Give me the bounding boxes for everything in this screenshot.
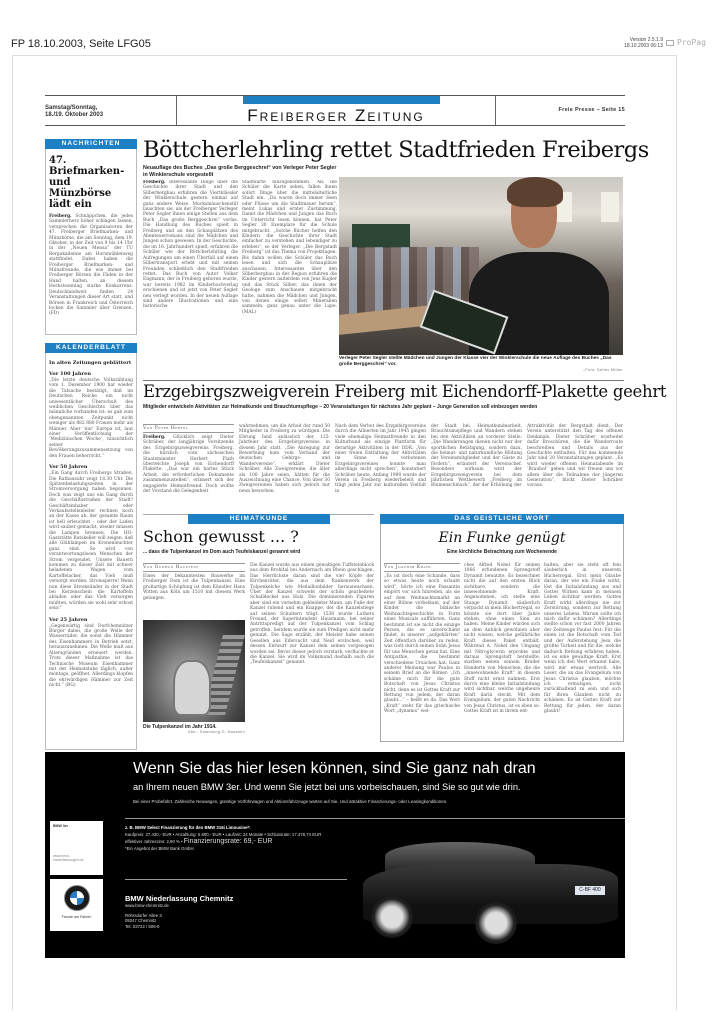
byline: Von Gudrun Haustein <box>143 563 245 572</box>
heimatkunde-column-1: Von Gudrun Haustein Eines der bekanntesten Bauwerke im Freiberger Dom ist die Tulpenkanzel. Eine großartige Schöpfung ist dem Künstler Hans Witten aus Köln um 1510 mit diesem Werk gelungen. <box>143 565 245 601</box>
ad-subline: an Ihrem neuen BMW 3er. Und wenn Sie jetzt bei uns vorbeischauen, sind Sie so gut wie drin. <box>133 782 521 792</box>
newspaper-title: Freiberger Zeitung <box>247 106 425 125</box>
ad-divider <box>125 879 347 880</box>
byline: Von Peter Hertel <box>143 424 234 433</box>
calendar-entry-text: „Die letzte deutsche Volkszählung vom 1. Dezember 1900 hat wieder die Tatsache bestätigt, daß im Deutschen Reiche ein nicht unwesentlicher Überschuß des weiblichen Geschlechts über das männliche vorhanden ist: es gab zum obengenannten Zeitpunkt nicht weniger als 882 880 Frauen mehr als Männer. Aber ‘nur’ Europa ist, laut einer Veröffentlichung der ‘Medizinischen Woche’, hinsichtlich seiner Bevölkerungszusammensetzung von den Frauen beherrscht.“ <box>49 378 133 459</box>
section-tag-kalenderblatt: KALENDERBLATT <box>45 343 137 353</box>
heimatkunde-column-2: Die Kanzel wurde aus einem gewaltigen Tuffsteinblock aus dem Brohltal bei Andernach am Rhein geschlagen. Das Herrlichste daran sind die vier Köpfe der Kirchenväter, die aus dem Rankenwerk der Tulpenkelche wie Medaillonbilder herauswachsen. Über der Kanzel schwebt der schön gearbeitete Schalldeckel aus Holz. Die dominierenden Figuren aber sind ein vornehm gekleideter Mann, am Fuße der Kanzel ruhend und ein Knappe, der die Kanzelstiege auf seinen Schultern trägt. 1538 wurde Luthers Freund, der Superintendent Hausmann, bei seiner Antrittspredigt auf der Tulpenkanzel vom Schlag getroffen. Seitdem wurde sie zum Predigen nicht mehr genutzt. Die Sage erzählt, der Meister habe seinen Gesellen aus Eifersucht und Neid erstochen, weil dessen Entwurf zur Kanzel dem seinen vorgezogen worden sei. Bevor dieser jedoch verstarb, verfluchte er die Kanzel. Sie wird im Volksmund deshalb auch die „Teufelskanzel“ genannt. <box>250 563 374 666</box>
lead-photo <box>339 177 623 355</box>
section-tag-heimatkunde: HEIMATKUNDE <box>188 514 330 524</box>
ad-model-box: BMW 3er www.bmw-niederlassungen.de <box>50 821 103 875</box>
version-timestamp: 18.10.2003 06:13 <box>624 43 663 49</box>
issue-date: Samstag/Sonntag, 18./19. Oktober 2003 <box>45 105 104 118</box>
second-column-2: wahrnehmen, um die Arbeit der rund 50 Mitglieder in Freiberg zu würdigen. Die Ehrung fand anlässlich der 125-Jahrfeier des Erzgebirgsvereins in diesem Jahr statt. „Die Anregung zur Bewerbung kam vom Verband der deutschen Gebirgs- und Wandervereine“, erklärt Dieter Schräber. Alle Zweigvereine, die älter als 100 Jahre seien, hätten für die Auszeichnung eine Chance. Von über 30 Zweigvereinen haben sich jedoch nur neun beworben. <box>239 424 330 494</box>
calendar-box <box>45 353 137 750</box>
ad-logo-box <box>50 879 103 931</box>
finance-rate: Finanzierungsrate: 69,- EUR <box>183 838 273 845</box>
second-headline: Erzgebirgszweigverein Freiberg mit Eichendorff-Plakette geehrt <box>143 382 667 401</box>
ad-headline: Wenn Sie das hier lesen können, sind Sie ganz nah dran <box>133 760 536 777</box>
ad-financing: z. B. BMW Select Finanzierung für den BMW 316i Limousine*: Kaufpreis: 27.430,- EUR • Anzahlung: 6.800,- EUR • Laufzeit: 24 Monate • Schlussrate: 17.478,74 EUR effektiver Jahreszins: 2,90 % • Finanzierungsrate: 69,- EUR *Ein Angebot der BMW Bank GmbH. <box>125 825 322 851</box>
tulpenkanzel-photo <box>143 620 245 722</box>
dealer-contact: BMW Niederlassung Chemnitz www.bmw-chemnitz.de Röhrsdorfer Allee 3 09247 Chemnitz Tel. 03722 / 506-0 <box>125 894 234 929</box>
propag-icon <box>666 40 674 46</box>
calendar-entry-head: Vor 50 Jahren <box>49 464 88 471</box>
byline: Von Joachim Krahl <box>384 563 460 572</box>
page-label: Freie Presse – Seite 15 <box>558 107 625 113</box>
second-deck: Mitglieder entwickeln Aktivitäten zur Heimatkunde und Brauchtumspflege – 20 Veranstaltungen für nächstes Jahr geplant – Junge Generation soll einbezogen werden <box>143 404 538 410</box>
dealer-name: BMW Niederlassung Chemnitz <box>125 894 234 903</box>
calendar-entry-text: „Ein Gang durch Freibergs Straßen. Die Rathausuhr zeigt 18.30 Uhr. Die Spitzenbelastungszeiten in der Stromversorgung haben begonnen. Doch was zeigt uns ein Gang durch die Geschäftsstraßen der Stadt? Geschäftsinhaber oder Verkaufsstellenleiter rechnen noch an der Kasse ab, der gesamte Raum ist hell erleuchtet – oder der Laden wird sauber gemacht, wieder müssen die Lampen brennen. Die HO-Gaststätte Ratskeller will zeigen, daß alle Glühlampen im Kronenleuchter ganz sind. So wird von verantwortungslosen Menschen der Strom vergeudet. Unsere Bauern kommen zu dieser Zeit mit schwer beladenen Wagen vom Kartoffelacker, das Vieh muß versorgt werden. Stromsperre! Wenn nun diese Stromsünder in der Stadt bei Kerzenschein die Kartoffeln abladen oder das Vieh versorgen müßten, würden sie wohl sehr erbost sein!“ <box>49 471 133 612</box>
print-slug: FP 18.10.2003, Seite LFG05 <box>11 38 151 50</box>
second-column-4: der Stadt bei. Heimatkundearbeit, Brauchtumspflege und Wandern stehen bei den Aktivitäten an vorderer Stelle. „Die Wanderungen dienen nicht nur der sportlichen Betätigung, sondern dazu, die heimat- und naturkundliche Bildung der Vereinsmitglieder und der Gäste zu fördern“, erläutert der Vereinschef. Besonders wirksam wird der Erzgebirgszweigverein bei dem jährlichen Wettbewerb „Freiberg im Blumenschmuck“, der der Erhöhung der <box>431 424 522 489</box>
heimatkunde-deck: ... dass die Tulpenkanzel im Dom auch Teufelskanzel genannt wird <box>143 549 301 555</box>
geistliche-column-3: halten, aber sie steht oft fein säuberlich in unserem Bücherregal. Erst mein Glaube daran, der wie ein Funke wirkt, löst die Initialzündung aus und Gottes Wirken kann in meinem Leben sichtbar werden. Gottes Kraft wirkt allerdings nie zur Zerstörung, sondern zur Rettung unseres Lebens. Warum sollte ich mich dafür schämen? Allerdings stellte schon vor fast 2000 Jahren der Zeitzeuge Paulus fest: Für die einen ist die Botschaft vom Tod und der Auferstehung Jesu die größte Torheit und für die, welche dadurch Rettung erfahren haben, ist es eine gewaltige Kraft. Erst wenn ich den Wert erkannt habe, wird mir etwas wertvoll. Alle Leser, die an das Evangelium von Jesus Christus glauben, möchte ich ermutigen, nicht zurückhaltend zu sein und sich für ihren Glauben nicht zu schämen. Es ist Gottes Kraft zur Rettung für jeden, der daran glaubt! <box>544 563 621 714</box>
calendar-subtitle: In alten Zeitungen geblättert <box>49 360 132 366</box>
license-plate: C-BF 400 <box>575 886 605 895</box>
news-headline: 47. Briefmarken- und Münzbörse lädt ein <box>49 155 125 210</box>
geistliche-wort-headline: Ein Funke genügt <box>438 530 566 546</box>
bmw-logo-icon <box>64 885 90 911</box>
lead-column-2: Stadtkarte hinzugekommen. Als die Schüler die Karte sehen, fallen ihnen sofort Dinge über die mittelalterliche Stadt ein. „Da waren doch immer Seen oder Flüsse um die Stadtmauer herum“, meint Lukas und erntet Zustimmung. Damit die Mädchen und Jungen das Buch im Unterricht lesen können, hat Peter Segler 30 Exemplare für die Schule mitgebracht. „Solche Bücher helfen den Kindern, die Geschichte ihrer Stadt einfacher zu verstehen und lebendiger zu erleben“, so der Verleger. „Die Bergstadt Freiberg“ ist das Thema von Projekttagen. Bis dahin wollen die Schüler das Buch lesen und sich die Schauplätze anschauen. Interessantes über den Silberbergbau in der Region erfuhren die Kinder gestern außerdem von Jens Kugler und das Stück Silber, das ihnen der Geologe zum Anschauen mitgebracht hatte, nahmen die Mädchen und Jungen, von denen einige selbst Mineralien sammeln, ganz genau unter die Lupe. (MAL) <box>242 180 337 315</box>
section-tag-geistliche-wort: DAS GEISTLICHE WORT <box>380 514 624 524</box>
ad-tagline: Freude am Fahren <box>61 915 92 919</box>
dealer-url[interactable]: www.bmw-chemnitz.de <box>125 903 169 908</box>
geistliche-column-2: ches Alfred Nobel für seinen 1866 erfundenen Sprengstoff Dynamit benutzte. Es bezeichnet nicht die auf den ersten Blick sichtbare, sondern die innewohnende Kraft. Angenommen, ich stelle eine Stange Dynamit säuberlich verpackt in mein Büchertregal, so könnte sie dort über Jahre stehen, ohne einen Sinn zu haben. Meine Kinder würden sich an dem Anblick gewöhnen aber nicht wissen, welche gefährliche Kraft dieses Paket enthält. Während A. Nobel den Umgang mit Nitroglycerin erprobte und daraus Sprengstoff herstellte, starben neben seinem Bruder Hunderte von Menschen, die die „innewohnende Kraft“ in diesem Stoff nicht ernst nahmen. Erst durch eine kleine Initialzündung wird sichtbar, welche ungeheure Kraft darin steckt. Mit dem Evangelium, der guten Nachricht von Jesus Christus, ist es eben so. Gottes Kraft ist in ihrem ent- <box>464 563 540 714</box>
photo-credit: Abb.: Sammlung G. Haustein <box>188 730 245 734</box>
section-tag-nachrichten: NACHRICHTEN <box>45 139 137 149</box>
dealer-phone: Tel. 03722 / 506-0 <box>125 923 160 929</box>
propag-logo: ProPag <box>666 38 706 47</box>
lead-headline: Böttcherlehrling rettet Stadtfrieden Freibergs <box>143 137 649 163</box>
sidebar <box>45 139 137 740</box>
lead-photo-caption: Verleger Peter Segler stellte Mädchen und Jungen der Klasse vier der Winklerschule die neue Auflage des Buches „Das große Berggeschrei“ vor. –Foto: Detlev Müller <box>339 356 623 372</box>
news-box <box>45 149 137 335</box>
photo-credit: –Foto: Detlev Müller <box>583 367 623 372</box>
lead-deck: Neuauflage des Buches „Das große Berggeschrei“ von Verleger Peter Segler in Winklerschule vorgestellt <box>143 165 337 178</box>
masthead-divider <box>495 96 496 125</box>
calendar-entry-head: Vor 25 Jahren <box>49 616 88 623</box>
geistliche-column-1: Von Joachim Krahl „Es ist doch eine Schande, dass so etwas heute noch erlaubt wird“, hörte ich eine Passantin empört vor sich hinreden, als sie auf dem Weihnachtsmarkt an einer Bühne vorbeikam, auf der Kinder die biblische Weihnachtsgeschichte in Form eines Musicals aufführten. Ganz bestimmt ist sie nicht die einzige Person, die es unverschämt findet, in unserer „aufgeklärten“ Zeit öffentlich darüber zu reden, was Gott durch seinen Sohn Jesus für uns Menschen getan hat. Eine Antipathie, die bestimmt verschiedene Ursachen hat. Ganz anderer Meinung war Paulus in seinem Brief an die Römer: „Ich schäme mich für die gute Botschaft von Jesus Christus nicht, denn es ist Gottes Kraft zur Rettung von jedem, der daran glaubt...“ – heißt es da. Das Wort „Kraft“ steht für das griechische Wort „dynamis“ wel- <box>384 565 460 715</box>
calendar-entry-text: „Gegenwärtig sind Dorfchemnitzer Bürger dabei, die große Welle der Wasserräder, die sonst die Hämmer des Eisenhammers in Betrieb setzt, herauszunehmen. Die Welle muß aus Altersgründen erneuert werden. Trotz dieser Maßnahme ist das Technische Museum Eisenhammer mit der Heimatstube täglich, außer montags, geöffnet. Allerdings klopfen die ehrwürdigen Hämmer zur Zeit nicht.“ (BG) <box>49 623 133 689</box>
calendar-entry-head: Vor 100 Jahren <box>49 371 91 377</box>
tulpenkanzel-caption: Die Tulpenkanzel im Jahr 1914. Abb.: Sammlung G. Haustein <box>143 724 245 734</box>
lead-column-1: Freiberg. Interessante Dinge über die Geschichte ihrer Stadt und den Silberbergbau erfuhren die Viertklässler der Winklerschule gestern einmal auf ganz andere Weise. Mucksmäuschenstill lauschten sie, als der Freiberger Verleger Peter Segler ihnen einige Stellen aus dem Buch „Das große Berggeschrei“ vorlas. Die Handlung des Buches spielt in Freiberg und an den Schauplätzen des Abenteuerromans sind die Mädchen und Jungen schon gewesen. In der Geschichte, die im 16. Jahrhundert spielt, erfahren die Schüler wie der Böttcherlehrling die Aufregungen um einen Überfall auf einen Silbertransport erlebt und mit seinen Freunden schließlich den Stadtfrieden rettet. Das Buch von Autor Volker Engmann, der in Freiberg geboren wurde, war bereits 1982 im Kinderbuchverlag erschienen und ist jetzt von Peter Segler neu verlegt worden. In der neuen Auflage sind andere Illustrationen und eine historische <box>143 180 238 310</box>
version-info <box>608 37 663 49</box>
second-column-1: Von Peter Hertel Freiberg. Glücklich zeigt Dieter Schräber, der langjährige Vorsitzende des Erzgebirgszweigvereins Freiberg, die kürzlich vom sächsischen Staatsminister Herbert Flath überreichte Joseph von Eichendorff Plakette. „Das war ein hartes Stück Arbeit, die erforderlichen Dokumente zusammenzustellen“, erinnert sich der engagierte Heimatfreund. Doch wollte der Vorstand die Gelegenheit <box>143 426 234 495</box>
version-label: Version 2.5.1.9 <box>629 37 663 43</box>
second-column-3: Nach dem Verbot des Erzgebirgsvereins durch die Alliierten im Jahr 1945 gingen viele ehemalige Heimatfreunde in den Kulturbund als einzige Plattform für derartige Aktivitäten in der DDR. „Von einer freien Entfaltung der Aktivitäten im Sinne des verbotenen Erzgebirgsvereines konnte man allerdings nicht sprechen“, konstatiert Schräber heute. Anfang 1990 wurde der Verein in Freiberg wiederbelebt und trägt jeden Jahr zur kulturellen Vielfalt in <box>335 424 426 494</box>
geistliche-wort-deck: Eine kirchliche Betrachtung zum Wochenende <box>447 549 557 555</box>
ad-divider <box>125 818 625 819</box>
section-rule <box>143 380 624 381</box>
ad-small-line: Bei einer Probefahrt. Zahlreiche Neuwagen, günstige Vorführwagen und Aktionsfahrzeuge warten auf Sie. Und attraktive Finanzierungs- oder Leasingkonditionen. <box>133 799 448 804</box>
masthead <box>45 95 625 126</box>
masthead-accent-bar <box>243 96 440 104</box>
bmw-car-image <box>363 834 623 958</box>
heimatkunde-headline: Schon gewusst ... ? <box>143 527 299 546</box>
bmw-advertisement[interactable] <box>45 752 625 958</box>
news-body: Freiberg. Schnäppchen, die jedes Sammlerherz höher schlagen lassen, versprechen die Organisatoren der 47. Freiberger Briefmarken- und Münzbörse, die am Sonntag, dem 19. Oktober, in der Zeit von 9 bis 14 Uhr in der „Neuen Mensa“ der TU Bergakademie am Hornmühlenweg stattfindet. Dabei haben die Freiberger Briefmarken- und Münzfreunde, die wie immer bei Freiberger Börsen die Fäden in der Hand halten, an diesem Herbstsonntag starke Konkurrenz. Deutschlandweit finden 24 Veranstaltungen dieser Art statt, und Börsen in Frankreich und Österreich locken die Sammler über Grenzen. (FD) <box>49 214 133 317</box>
second-column-5: Attraktivität der Bergstadt dient. Der Verein unterstützt den Tag des offenen Denkmals. Dieter Schräber erarbeitet dafür Broschüren, die die Wanderroute beschreiben und Details aus der Geschichte enthalten. Für das kommende Jahr sind 20 Veranstaltungen geplant. „Es wird wieder offenen Heimatabende im ‘Brauhof’ geben und wir freuen uns vor allem über die Teilnahme der jüngeren Generation“, blickt Dieter Schräber voraus. <box>527 424 623 489</box>
